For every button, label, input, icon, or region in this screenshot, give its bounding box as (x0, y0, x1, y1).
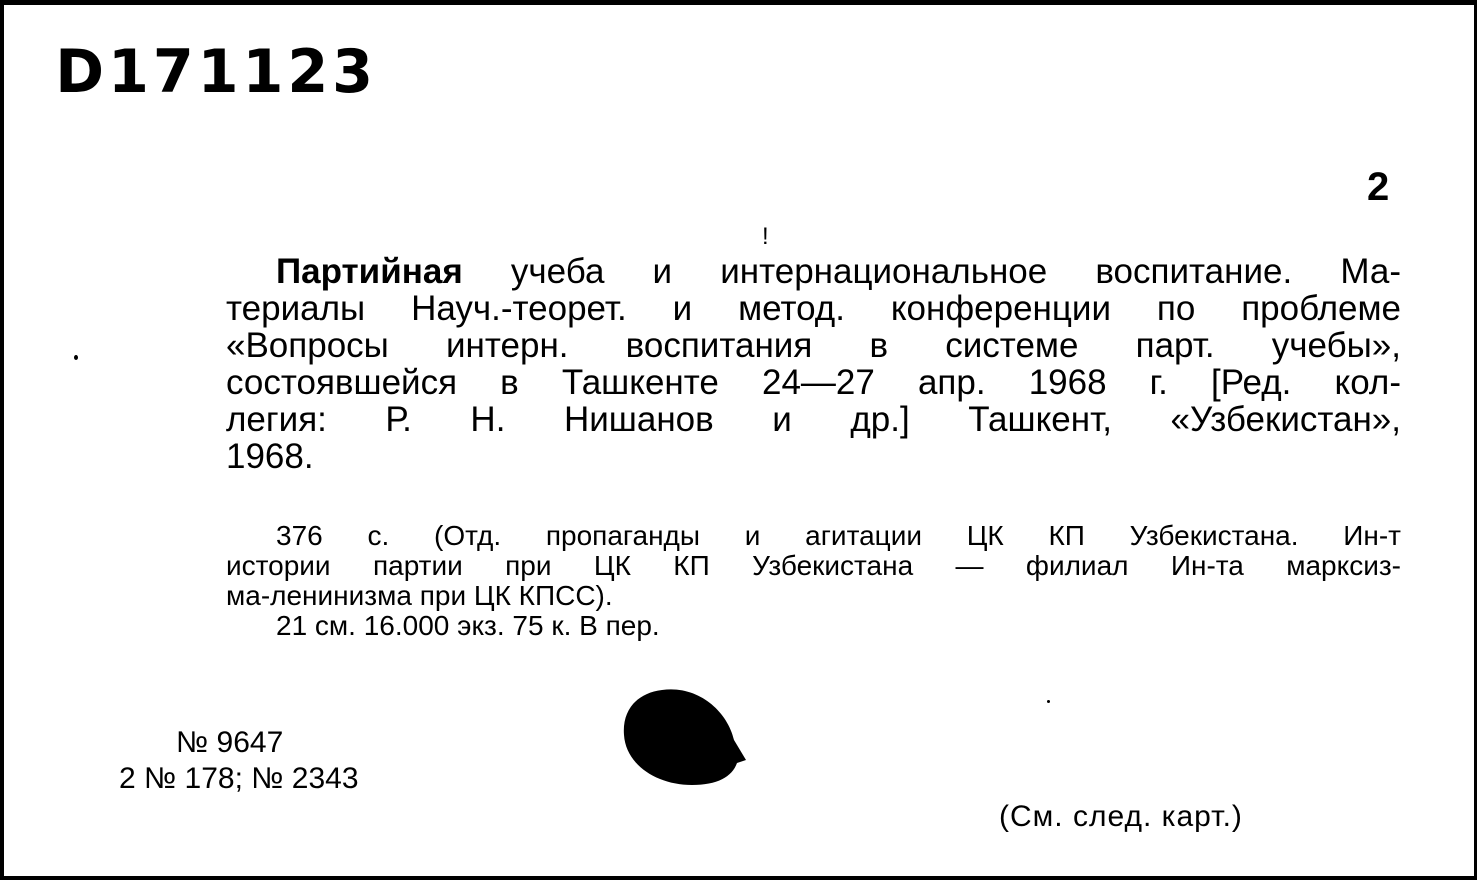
details-line-4: 21 см. 16.000 экз. 75 к. В пер. (276, 610, 660, 641)
bibliographic-entry (226, 253, 1401, 475)
details-line-2: истории партии при ЦК КП Узбекистана — филиал Ин-та марксиз- (226, 550, 1401, 581)
card-sequence-number: 2 (1367, 165, 1390, 209)
ink-speck (74, 355, 78, 360)
tick-mark: ! (762, 223, 769, 250)
details-line-3: ма-ленинизма при ЦК КПСС). (226, 580, 613, 611)
entry-heading: Партийная (276, 252, 463, 291)
entry-line-3: «Вопросы интерн. воспитания в системе парт. учебы», (226, 326, 1401, 365)
ink-speck (1047, 700, 1050, 703)
entry-line-1 (226, 253, 1401, 290)
catalog-number: D171123 (55, 37, 378, 107)
entry-line-5: легия: Р. Н. Нишанов и др.] Ташкент, «Узбекистан», (226, 400, 1401, 439)
registration-numbers (119, 725, 359, 797)
punch-hole-mark (622, 685, 752, 790)
registration-number-2: 2 № 178; № 2343 (119, 762, 359, 795)
registration-number-1: № 9647 (176, 726, 284, 759)
entry-line-6: 1968. (226, 437, 314, 476)
see-next-card: (См. след. карт.) (999, 800, 1243, 833)
physical-description (226, 521, 1401, 641)
entry-line-4: состоявшейся в Ташкенте 24—27 апр. 1968 г. [Ред. кол- (226, 363, 1401, 402)
entry-line-2: териалы Науч.-теорет. и метод. конференции по проблеме (226, 289, 1401, 328)
details-line-1: 376 с. (Отд. пропаганды и агитации ЦК КП Узбекистана. Ин-т (276, 520, 1401, 551)
entry-line-1-rest: учеба и интернациональное воспитание. Ма- (510, 252, 1401, 291)
